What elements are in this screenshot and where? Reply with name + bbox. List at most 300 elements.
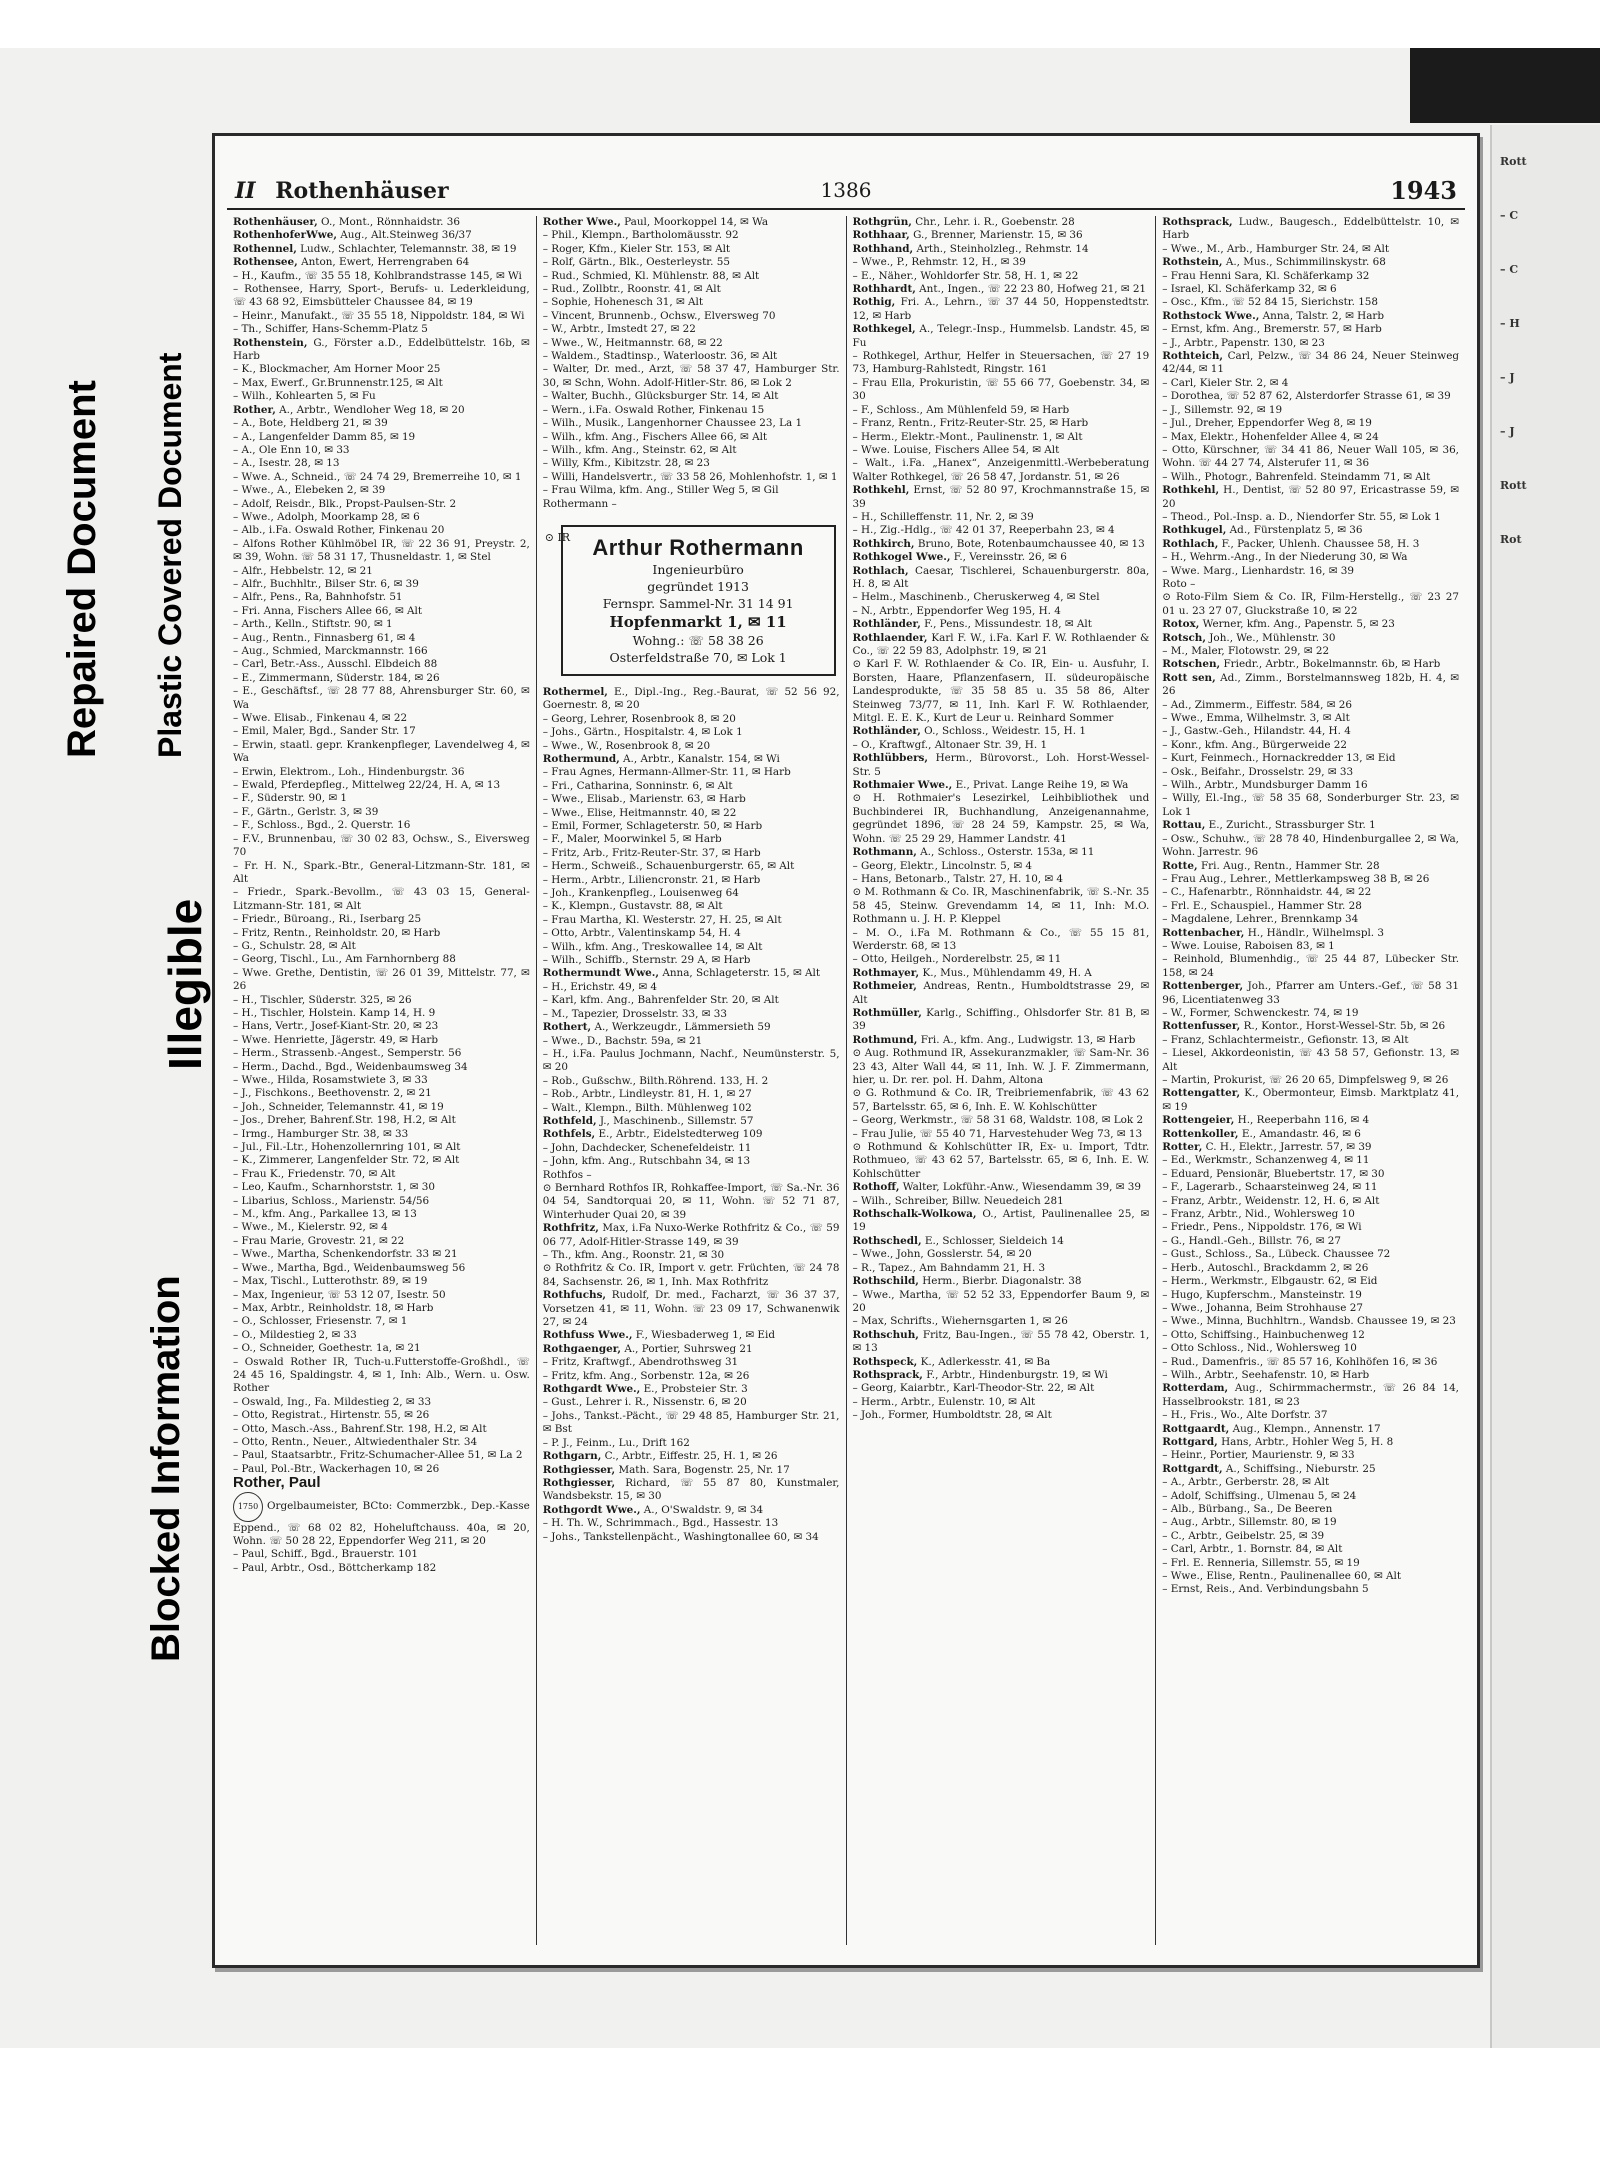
- directory-entry: – Willy, Kfm., Kibitzstr. 28, ✉ 23: [542, 457, 710, 470]
- directory-entry: – F., Schloss., Bgd., 2. Querstr. 16: [233, 819, 411, 832]
- directory-entry: Rothgardt Wwe., E., Probsteier Str. 3: [542, 1383, 748, 1396]
- directory-entry: Rothstein, A., Mus., Schimmilinskystr. 68: [1162, 256, 1386, 269]
- directory-entry: Rottgaardt, Aug., Klempn., Annenstr. 17: [1162, 1422, 1381, 1435]
- directory-entry: Rothoff, Walter, Lokführ.-Anw., Wiesendamm 39, ✉ 39: [852, 1181, 1141, 1194]
- directory-entry: – Wilh., Photogr., Bahrenfeld. Steindamm 71, ✉ Alt: [1162, 470, 1431, 483]
- directory-entry: – Jos., Dreher, Bahrenf.Str. 198, H.2, ✉ Alt: [233, 1114, 456, 1127]
- directory-entry: – Frau Henni Sara, Kl. Schäferkamp 32: [1162, 269, 1370, 282]
- directory-entry: Rottengeier, H., Reeperbahn 116, ✉ 4: [1162, 1114, 1370, 1127]
- directory-entry: Rothfels, E., Arbtr., Eidelstedterweg 109: [542, 1128, 763, 1141]
- directory-entry: – John, kfm. Ang., Rutschbahn 34, ✉ 13: [542, 1155, 751, 1168]
- directory-entry: Rothmüller, Karlg., Schiffing., Ohlsdorfer Str. 81 B, ✉ 39: [852, 1006, 1150, 1033]
- directory-entry: – E., Näher., Wohldorfer Str. 58, H. 1, ✉ 22: [852, 269, 1079, 282]
- directory-entry: – Leo, Kaufm., Scharnhorststr. 1, ✉ 30: [233, 1181, 435, 1194]
- directory-entry: – H., Kaufm., ☏ 35 55 18, Kohlbrandstrasse 145, ✉ Wi: [233, 269, 522, 282]
- directory-entry: – Osk., Beifahr., Drosselstr. 29, ✉ 33: [1162, 765, 1354, 778]
- column-2: [537, 216, 847, 1945]
- next-page-edge: [1490, 125, 1600, 2085]
- directory-entry: Rothhaar, G., Brenner, Marienstr. 15, ✉ 36: [852, 229, 1083, 242]
- rother-paul-details: Orgelbaumeister, BCto: Commerzbk., Dep.-Kasse Eppend., ☏ 68 02 82, Hoheluftchauss. 40a, ✉ 20, Wohn. ☏ 50 28 22, Eppendorfer Weg 211, ✉ 20: [233, 1499, 530, 1547]
- directory-entry: – Wwe., Martha, Schenkendorfstr. 33 ✉ 21: [233, 1248, 458, 1261]
- ad-address: Hopfenmarkt 1, ✉ 11: [609, 612, 787, 631]
- directory-entry: – Liesel, Akkordeonistin, ☏ 43 58 57, Gefionstr. 13, ✉ Alt: [1162, 1047, 1459, 1073]
- directory-entry: – Wwe., P., Rehmstr. 12, H., ✉ 39: [852, 256, 1026, 269]
- directory-entry: – Carl, Betr.-Ass., Ausschl. Elbdeich 88: [233, 658, 438, 671]
- next-page-fragment: – H: [1500, 317, 1520, 330]
- directory-entry: – Ernst, Reis., And. Verbindungsbahn 5: [1162, 1583, 1369, 1596]
- directory-entry: – Wilh., Kohlearten 5, ✉ Fu: [233, 390, 376, 403]
- directory-columns: [227, 216, 1465, 1945]
- directory-entry: – F.V., Brunnenbau, ☏ 30 02 83, Ochsw., S., Eiversweg 70: [233, 832, 530, 859]
- directory-entry: – Eduard, Pensionär, Bluebertstr. 17, ✉ 30: [1162, 1167, 1385, 1180]
- directory-entry: – A., Arbtr., Gerberstr. 28, ✉ Alt: [1162, 1476, 1330, 1489]
- directory-entry: – H., i.Fa. Paulus Jochmann, Nachf., Neumünsterstr. 5, ✉ 20: [542, 1047, 840, 1074]
- directory-entry: – Erwin, Elektrom., Loh., Hindenburgstr. 36: [233, 765, 465, 778]
- directory-entry: Rottgardt, A., Schiffsing., Nieburstr. 25: [1162, 1462, 1376, 1475]
- directory-entry: – Alb., i.Fa. Oswald Rother, Finkenau 20: [233, 524, 445, 537]
- directory-entry: – Alb., Bürbang., Sa., De Beeren: [1162, 1503, 1333, 1515]
- directory-entry: – Max, Ewerf., Gr.Brunnenstr.125, ✉ Alt: [233, 376, 443, 389]
- directory-entry: Rothensee, Anton, Ewert, Herrengraben 64: [233, 256, 470, 269]
- directory-entry: Rotterdam, Aug., Schirmmachermstr., ☏ 26 84 14, Hasselbrookstr. 181, ✉ 23: [1162, 1382, 1459, 1408]
- directory-entry: Rothlübbers, Herm., Bürovorst., Loh. Horst-Wessel-Str. 5: [852, 752, 1150, 778]
- directory-entry: – Aug., Schmied, Marckmannstr. 166: [233, 645, 428, 657]
- directory-entry: – Ed., Werkmstr., Schanzenweg 4, ✉ 11: [1162, 1154, 1370, 1167]
- directory-entry: ⊙ Bernhard Rothfos IR, Rohkaffee-Import, ☏ Sa.-Nr. 36 04 54, Sandtorquai 20, ✉ 11, Wohn. ☏ 52 71 87, Winterhuder Quai 20, ✉ 39: [542, 1181, 840, 1221]
- directory-entry: – K., Blockmacher, Am Horner Moor 25: [233, 363, 441, 376]
- directory-entry: Rothkehl, Ernst, ☏ 52 80 97, Krochmannstraße 15, ✉ 39: [852, 484, 1150, 510]
- directory-entry: – Wwe. Henriette, Jägerstr. 49, ✉ Harb: [233, 1033, 439, 1046]
- column-4: [1156, 216, 1465, 1945]
- directory-entry: – Johs., Tankst.-Pächt., ☏ 29 48 85, Hamburger Str. 21, ✉ Bst: [542, 1409, 840, 1436]
- directory-entry: – Paul, Pol.-Btr., Wackerhagen 10, ✉ 26: [233, 1462, 440, 1475]
- entry-rother-paul: [233, 1476, 530, 1491]
- directory-entry: – Wwe., M., Arb., Hamburger Str. 24, ✉ Alt: [1162, 242, 1390, 255]
- directory-entry: – Joh., Krankenpfleg., Louisenweg 64: [542, 887, 739, 900]
- volume-number: II: [235, 178, 256, 204]
- directory-entry: – H., Erichstr. 49, ✉ 4: [542, 980, 657, 993]
- directory-entry: – Georg, Kaiarbtr., Karl-Theodor-Str. 22, ✉ Alt: [852, 1382, 1095, 1395]
- directory-entry: – N., Arbtr., Eppendorfer Weg 195, H. 4: [852, 604, 1061, 617]
- directory-entry: – Emil, Maler, Bgd., Sander Str. 17: [233, 725, 416, 738]
- directory-entry: – Wwe., Johanna, Beim Strohhause 27: [1162, 1301, 1363, 1314]
- ad-line: Wohng.: ☏ 58 38 26: [632, 632, 764, 648]
- directory-entry: Roto –: [1162, 577, 1196, 590]
- directory-entry: – Frau K., Friedenstr. 70, ✉ Alt: [233, 1167, 396, 1180]
- directory-entry: – Wilh., kfm. Ang., Fischers Allee 66, ✉ Alt: [542, 430, 768, 443]
- directory-entry: Rothgiesser, Math. Sara, Bogenstr. 25, Nr. 17: [542, 1463, 790, 1476]
- directory-entry: – M. O., i.Fa M. Rothmann & Co., ☏ 55 15 81, Werderstr. 68, ✉ 13: [852, 926, 1150, 952]
- directory-entry: – Wwe. A., Schneid., ☏ 24 74 29, Bremerreihe 10, ✉ 1: [233, 470, 522, 483]
- directory-entry: – Walter, Buchh., Glücksburger Str. 14, ✉ Alt: [542, 390, 779, 403]
- section-title: Rothenhäuser: [275, 178, 449, 204]
- directory-entry: RothenhoferWwe, Aug., Alt.Steinweg 36/37: [233, 229, 472, 242]
- directory-entry: Rothschild, Herm., Bierbr. Diagonalstr. 38: [852, 1275, 1082, 1288]
- ad-line: Ingenieurbüro: [652, 561, 744, 577]
- directory-entry: – F., Gärtn., Gerlstr. 3, ✉ 39: [233, 805, 379, 818]
- rother-paul-badge: 1750: [233, 1492, 263, 1522]
- directory-entry: Rothländer, F., Pens., Missundestr. 18, ✉ Alt: [852, 618, 1092, 631]
- ad-line: gegründet 1913: [647, 578, 749, 594]
- directory-entry: Rothenstein, G., Förster a.D., Eddelbüttelstr. 16b, ✉ Harb: [233, 336, 530, 363]
- directory-entry: Rottenberger, Joh., Pfarrer am Unters.-Gef., ☏ 58 31 96, Licentiatenweg 33: [1162, 980, 1459, 1006]
- directory-entry: – Fritz, Kraftwgf., Abendrothsweg 31: [542, 1356, 739, 1369]
- directory-entry: – Carl, Arbtr., 1. Bornstr. 84, ✉ Alt: [1162, 1543, 1343, 1556]
- directory-entry: Rothermann –: [542, 497, 617, 510]
- directory-entry: Rottengatter, K., Obermonteur, Eimsb. Marktplatz 41, ✉ 19: [1162, 1087, 1459, 1113]
- directory-entry: – F., Maler, Moorwinkel 5, ✉ Harb: [542, 833, 722, 846]
- page-header: [215, 136, 1477, 205]
- directory-entry: – E., Geschäftsf., ☏ 28 77 88, Ahrensburger Str. 60, ✉ Wa: [233, 685, 530, 711]
- directory-entry: – Rud., Schmied, Kl. Mühlenstr. 88, ✉ Alt: [542, 269, 760, 282]
- directory-entry: – Wwe., Emma, Wilhelmstr. 3, ✉ Alt: [1162, 712, 1350, 725]
- directory-entry: – Wwe., Elisab., Marienstr. 63, ✉ Harb: [542, 793, 746, 806]
- directory-entry: Rothfeld, J., Maschinenb., Sillemstr. 57: [542, 1114, 754, 1127]
- ad-line: Osterfeldstraße 70, ✉ Lok 1: [609, 649, 787, 665]
- directory-entry: Rotter, C. H., Elektr., Jarrestr. 57, ✉ 39: [1162, 1141, 1372, 1154]
- directory-entry: – Friedr., Spark.-Bevollm., ☏ 43 03 15, General-Litzmann-Str. 181, ✉ Alt: [233, 886, 530, 912]
- directory-entry: – Frau Aug., Lehrer., Mettlerkampsweg 38 B, ✉ 26: [1162, 872, 1430, 885]
- directory-entry: Rothsprack, F., Arbtr., Hindenburgstr. 19, ✉ Wi: [852, 1368, 1108, 1381]
- directory-entry: – Oswald Rother IR, Tuch-u.Futterstoffe-Großhdl., ☏ 24 45 16, Spaldingstr. 4, ✉ 1, Inh: Alb., Wern. u. Osw. Rother: [233, 1355, 530, 1395]
- directory-entry: – Herm., Strassenb.-Angest., Semperstr. 56: [233, 1047, 462, 1060]
- directory-entry: Rothmund, Fri. A., kfm. Ang., Ludwigstr. 13, ✉ Harb: [852, 1033, 1136, 1046]
- directory-entry: – Adolf, Reisdr., Blk., Propst-Paulsen-Str. 2: [233, 497, 457, 510]
- directory-entry: – Arth., Kelln., Stiftstr. 90, ✉ 1: [233, 618, 393, 631]
- directory-entry: – W., Arbtr., Imstedt 27, ✉ 22: [542, 323, 696, 336]
- directory-entry: – Frau Wilma, kfm. Ang., Stiller Weg 5, ✉ Gil: [542, 484, 779, 497]
- directory-entry: – Jul., Dreher, Eppendorfer Weg 8, ✉ 19: [1162, 417, 1372, 430]
- directory-entry: ⊙ Rothfritz & Co. IR, Import v. getr. Früchten, ☏ 24 78 84, Sachsenstr. 26, ✉ 1, Inh. Max Rothfritz: [542, 1262, 840, 1288]
- directory-entry: – Otto, Masch.-Ass., Bahrenf.Str. 198, H.2, ✉ Alt: [233, 1422, 487, 1435]
- directory-entry: Rotox, Werner, kfm. Ang., Papenstr. 5, ✉ 23: [1162, 618, 1395, 631]
- directory-entry: Rothkirch, Bruno, Bote, Rotenbaumchaussee 40, ✉ 13: [852, 537, 1145, 550]
- directory-entry: – Wwe., M., Kielerstr. 92, ✉ 4: [233, 1221, 388, 1234]
- directory-entry: Rothert, A., Werkzeugdr., Lämmersieth 59: [542, 1021, 771, 1034]
- directory-entry: ⊙ G. Rothmund & Co. IR, Treibriemenfabrik, ☏ 43 62 57, Bartelsstr. 65, ✉ 6, Inh. E. W. Kohlschütter: [852, 1087, 1150, 1113]
- scan-black-block: [1410, 48, 1600, 123]
- directory-entry: – O., Schneider, Goethestr. 1a, ✉ 21: [233, 1342, 421, 1355]
- directory-entry: – C., Arbtr., Geibelstr. 25, ✉ 39: [1162, 1529, 1325, 1542]
- directory-entry: – Th., Schiffer, Hans-Schemm-Platz 5: [233, 323, 428, 336]
- scan-bottom-margin: [0, 2048, 1600, 2177]
- directory-entry: – H., Schilleffenstr. 11, Nr. 2, ✉ 39: [852, 510, 1034, 523]
- directory-entry: – Franz, Arbtr., Weidenstr. 12, H. 6, ✉ Alt: [1162, 1194, 1380, 1207]
- directory-entry: – H. Th. W., Schrimmach., Bgd., Hassestr. 13: [542, 1517, 779, 1530]
- directory-entry: Rothkegel, A., Telegr.-Insp., Hummelsb. Landstr. 45, ✉ Fu: [852, 323, 1150, 349]
- directory-entry: – Sophie, Hohenesch 31, ✉ Alt: [542, 296, 704, 309]
- directory-entry: Rothig, Fri. A., Lehrn., ☏ 37 44 50, Hoppenstedtstr. 12, ✉ Harb: [852, 296, 1150, 322]
- directory-entry: – Frau Martha, Kl. Westerstr. 27, H. 25, ✉ Alt: [542, 913, 782, 926]
- directory-entry: – Wwe., Elise, Heitmannstr. 40, ✉ 22: [542, 806, 737, 819]
- directory-entry: – A., Ole Enn 10, ✉ 33: [233, 443, 350, 456]
- column-1: [227, 216, 537, 1945]
- ad-marker: ⊙ IR: [544, 530, 571, 544]
- directory-entry: – Rob., Arbtr., Lindleystr. 81, H. 1, ✉ 27: [542, 1088, 752, 1101]
- directory-entry: – H., Wehrm.-Ang., In der Niederung 30, ✉ Wa: [1162, 551, 1408, 564]
- directory-entry: – J., Gastw.-Geh., Hilandstr. 44, H. 4: [1162, 725, 1351, 738]
- directory-entry: – Waldem., Stadtinsp., Waterloostr. 36, ✉ Alt: [542, 350, 778, 363]
- directory-entry: – O., Schlosser, Friesenstr. 7, ✉ 1: [233, 1315, 408, 1328]
- directory-entry: – Hans, Vertr., Josef-Kiant-Str. 20, ✉ 23: [233, 1020, 439, 1033]
- next-page-fragment: Rot: [1500, 533, 1522, 546]
- directory-entry: Rothkugel, Ad., Fürstenplatz 5, ✉ 36: [1162, 524, 1363, 537]
- directory-entry: – J., Arbtr., Papenstr. 130, ✉ 23: [1162, 336, 1325, 349]
- ad-company-name: Arthur Rothermann: [592, 534, 804, 560]
- directory-entry: – F., Schloss., Am Mühlenfeld 59, ✉ Harb: [852, 403, 1070, 416]
- directory-entry: – Paul, Schiff., Bgd., Brauerstr. 101: [233, 1548, 418, 1561]
- directory-entry: – M., kfm. Ang., Parkallee 13, ✉ 13: [233, 1208, 417, 1221]
- directory-entry: – Fri. Anna, Fischers Allee 66, ✉ Alt: [233, 604, 423, 617]
- directory-entry: – Aug., Rentn., Finnasberg 61, ✉ 4: [233, 631, 416, 644]
- rother-paul-name: Rother, Paul: [233, 1474, 321, 1492]
- directory-entry: – Roger, Kfm., Kieler Str. 153, ✉ Alt: [542, 242, 731, 255]
- directory-entry: – Frau Agnes, Hermann-Allmer-Str. 11, ✉ Harb: [542, 766, 791, 779]
- directory-entry: – Israel, Kl. Schäferkamp 32, ✉ 6: [1162, 283, 1337, 296]
- directory-entry: ⊙ H. Rothmaier's Lesezirkel, Leihbibliothek und Buchbinderei IR, Buchhandlung, Anzeigenannahme, gegründet 1896, ☏ 28 24 59, Kampstr. 25, ✉ Wa, Wohn. ☏ 25 29 29, Hammer Landstr. 41: [852, 792, 1150, 845]
- next-page-fragment: – J: [1500, 425, 1515, 438]
- directory-entry: – Phil., Klempn., Bartholomäusstr. 92: [542, 229, 739, 242]
- directory-entry: – Paul, Staatsarbtr., Fritz-Schumacher-Allee 51, ✉ La 2: [233, 1449, 523, 1462]
- directory-entry: – Helm., Maschinenb., Cheruskerweg 4, ✉ Stel: [852, 591, 1100, 604]
- directory-entry: – Frl. E. Renneria, Sillemstr. 55, ✉ 19: [1162, 1556, 1360, 1569]
- directory-entry: – Oswald, Ing., Fa. Mildestieg 2, ✉ 33: [233, 1395, 432, 1408]
- directory-entry: – Franz, Schlachtermeistr., Gefionstr. 13, ✉ Alt: [1162, 1033, 1409, 1046]
- directory-entry: – Wwe., Minna, Buchhltrn., Wandsb. Chaussee 19, ✉ 23: [1162, 1315, 1456, 1328]
- directory-entry: Rottenkoller, E., Amandastr. 46, ✉ 6: [1162, 1127, 1361, 1140]
- next-page-fragment: Rott: [1500, 479, 1527, 492]
- directory-entry: – Gust., Lehrer i. R., Nissenstr. 6, ✉ 20: [542, 1396, 747, 1409]
- directory-entry: ⊙ Rothmund & Kohlschütter IR, Ex- u. Import, Tdtr. Rothmueo, ☏ 43 62 57, Bartelsstr. 65, ✉ 6, Inh. E. W. Kohlschütter: [852, 1141, 1150, 1180]
- directory-entry: – K., Zimmerer, Langenfelder Str. 72, ✉ Alt: [233, 1154, 460, 1167]
- header-rule: [227, 208, 1465, 210]
- directory-entry: – Fritz, Rentn., Reinholdstr. 20, ✉ Harb: [233, 926, 441, 939]
- directory-entry: – Hugo, Kupferschm., Mansteinstr. 19: [1162, 1288, 1362, 1301]
- label-blocked-information: Blocked Information: [144, 1275, 188, 1662]
- directory-entry: Rothermund, A., Arbtr., Kanalstr. 154, ✉ Wi: [542, 752, 780, 765]
- directory-entry: Rothfuss Wwe., F., Wiesbaderweg 1, ✉ Eid: [542, 1329, 775, 1342]
- directory-entry: – Georg, Lehrer, Rosenbrook 8, ✉ 20: [542, 712, 736, 725]
- directory-entry: – Ewald, Pferdepfleg., Mittelweg 22/24, H. A, ✉ 13: [233, 779, 501, 792]
- directory-entry: Rothgordt Wwe., A., O'Swaldstr. 9, ✉ 34: [542, 1503, 764, 1516]
- directory-entry: – Gust., Schloss., Sa., Lübeck. Chaussee 72: [1162, 1248, 1391, 1261]
- directory-entry: – Frl. E., Schauspiel., Hammer Str. 28: [1162, 899, 1362, 912]
- directory-entry: Rothstock Wwe., Anna, Talstr. 2, ✉ Harb: [1162, 309, 1385, 322]
- directory-entry: – Wwe. Grethe, Dentistin, ☏ 26 01 39, Mittelstr. 77, ✉ 26: [233, 966, 530, 993]
- directory-entry: Rothgrün, Chr., Lehr. i. R., Goebenstr. 28: [852, 216, 1075, 228]
- directory-entry: Rothhardt, Ant., Ingen., ☏ 22 23 80, Hofweg 21, ✉ 21: [852, 283, 1147, 296]
- directory-entry: Rothermel, E., Dipl.-Ing., Reg.-Baurat, ☏ 52 56 92, Goernestr. 8, ✉ 20: [542, 685, 840, 712]
- directory-entry: [233, 1492, 530, 1549]
- directory-entry: Rothmann, A., Schloss., Osterstr. 153a, ✉ 11: [852, 846, 1095, 859]
- directory-entry: – Paul, Arbtr., Osd., Böttcherkamp 182: [233, 1561, 437, 1574]
- directory-entry: – Jul., Fil.-Ltr., Hohenzollernring 101, ✉ Alt: [233, 1141, 461, 1154]
- directory-entry: – Frau Marie, Grovestr. 21, ✉ 22: [233, 1234, 405, 1247]
- directory-entry: – Otto, Kürschner, ☏ 34 41 86, Neuer Wall 105, ✉ 36, Wohn. ☏ 44 27 74, Alsterufer 11, ✉ 36: [1162, 443, 1459, 470]
- directory-entry: – Theod., Pol.-Insp. a. D., Niendorfer Str. 55, ✉ Lok 1: [1162, 510, 1441, 523]
- directory-entry: – Otto, Arbtr., Valentinskamp 54, H. 4: [542, 927, 741, 940]
- directory-entry: – W., Former, Schwenckestr. 74, ✉ 19: [1162, 1006, 1359, 1019]
- directory-entry: – Otto, Schiffsing., Hainbuchenweg 12: [1162, 1328, 1365, 1341]
- directory-entry: – Dorothea, ☏ 52 87 62, Alsterdorfer Strasse 61, ✉ 39: [1162, 390, 1451, 403]
- directory-entry: – Hans, Betonarb., Talstr. 27, H. 10, ✉ 4: [852, 872, 1064, 885]
- next-page-fragment: – J: [1500, 371, 1515, 384]
- directory-entry: – Fr. H. N., Spark.-Btr., General-Litzmann-Str. 181, ✉ Alt: [233, 859, 530, 885]
- directory-entry: Rothennel, Ludw., Schlachter, Telemannstr. 38, ✉ 19: [233, 242, 517, 255]
- scan-top-margin: [0, 0, 1600, 48]
- directory-entry: – Wwe. Louise, Raboisen 83, ✉ 1: [1162, 939, 1335, 952]
- directory-entry: – Alfr., Pens., Ra, Bahnhofstr. 51: [233, 591, 403, 604]
- directory-entry: Rotsch, Joh., We., Mühlenstr. 30: [1162, 631, 1336, 644]
- directory-entry: Rothhand, Arth., Steinholzleg., Rehmstr. 14: [852, 242, 1089, 255]
- directory-entry: – R., Tapez., Am Bahndamm 21, H. 3: [852, 1261, 1046, 1274]
- directory-entry: Rothermundt Wwe., Anna, Schlageterstr. 15, ✉ Alt: [542, 967, 821, 980]
- directory-entry: – Alfr., Hebbelstr. 12, ✉ 21: [233, 564, 373, 577]
- directory-entry: – Joh., Former, Humboldtstr. 28, ✉ Alt: [852, 1409, 1052, 1422]
- next-page-fragment: Rott: [1500, 155, 1527, 168]
- directory-entry: ⊙ Karl F. W. Rothlaender & Co. IR, Ein- u. Ausfuhr, I. Borsten, Haare, Pflanzenfasern, II. südeuropäische Landesprodukte, ☏ 35 58 85 u. 35 58 86, Alter Steinweg 73/77, ✉ 11, Inh. Karl F. W. Rothlaender, Mitgl. E. E. K., Kurt de Leur u. Reinhard Sommer: [852, 658, 1150, 725]
- directory-entry: – Wwe., Hilda, Rosamstwiete 3, ✉ 33: [233, 1074, 428, 1086]
- directory-entry: – Wwe., John, Gosslerstr. 54, ✉ 20: [852, 1248, 1032, 1261]
- directory-entry: Rothmeier, Andreas, Rentn., Humboldtstrasse 29, ✉ Alt: [852, 980, 1150, 1006]
- directory-entry: – Wwe., D., Bachstr. 59a, ✉ 21: [542, 1034, 703, 1047]
- directory-entry: – Wern., i.Fa. Oswald Rother, Finkenau 15: [542, 403, 765, 416]
- directory-entry: – Herb., Autoschl., Brackdamm 2, ✉ 26: [1162, 1261, 1369, 1274]
- directory-entry: – Emil, Former, Schlageterstr. 50, ✉ Harb: [542, 820, 763, 832]
- directory-entry: – Alfons Rother Kühlmöbel IR, ☏ 22 36 91, Preystr. 2, ✉ 39, Wohn. ☏ 58 31 17, Thusneldastr. 1, ✉ Stel: [233, 537, 530, 564]
- directory-entry: – John, Dachdecker, Schenefeldeistr. 11: [542, 1141, 752, 1154]
- directory-entry: – Johs., Tankstellenpächt., Washingtonallee 60, ✉ 34: [542, 1530, 819, 1543]
- directory-entry: Rottenfusser, R., Kontor., Horst-Wessel-Str. 5b, ✉ 26: [1162, 1020, 1446, 1033]
- directory-entry: – H., Tischler, Holstein. Kamp 14, H. 9: [233, 1006, 436, 1019]
- directory-entry: – Herm., Arbtr., Eulenstr. 10, ✉ Alt: [852, 1395, 1036, 1408]
- directory-entry: – Wilh., Schreiber, Billw. Neuedeich 281: [852, 1194, 1064, 1207]
- directory-entry: – Wwe., W., Heitmannstr. 68, ✉ 22: [542, 336, 723, 349]
- directory-entry: Rothmaier Wwe., E., Privat. Lange Reihe 19, ✉ Wa: [852, 779, 1129, 792]
- directory-entry: – Georg, Elektr., Lincolnstr. 5, ✉ 4: [852, 859, 1032, 872]
- directory-entry: – Kurt, Feinmech., Hornackredder 13, ✉ Eid: [1162, 752, 1396, 765]
- directory-entry: – Herm., Arbtr., Liliencronstr. 21, ✉ Harb: [542, 873, 761, 886]
- advertisement-box: [561, 525, 836, 676]
- directory-entry: – Ernst, kfm. Ang., Bremerstr. 57, ✉ Harb: [1162, 323, 1382, 336]
- directory-entry: Rott sen, Ad., Zimm., Borstelmannsweg 182b, H. 4, ✉ 26: [1162, 671, 1459, 698]
- label-plastic-covered-document: Plastic Covered Document: [152, 352, 188, 758]
- directory-entry: – Georg, Werkmstr., ☏ 58 31 68, Waldstr. 108, ✉ Lok 2: [852, 1114, 1144, 1127]
- directory-entry: – Magdalene, Lehrer., Brennkamp 34: [1162, 913, 1359, 926]
- directory-entry: Rottau, E., Zuricht., Strassburger Str. 1: [1162, 819, 1376, 832]
- directory-entry: Rothfritz, Max, i.Fa Nuxo-Werke Rothfritz & Co., ☏ 59 06 77, Adolf-Hitler-Strasse 149, ✉ 39: [542, 1222, 840, 1248]
- directory-entry: – Joh., Schneider, Telemannstr. 41, ✉ 19: [233, 1100, 444, 1113]
- directory-entry: – E., Zimmermann, Süderstr. 184, ✉ 26: [233, 671, 440, 684]
- directory-entry: – Walt., Klempn., Bilth. Mühlenweg 102: [542, 1101, 752, 1114]
- directory-entry: – Th., kfm. Ang., Roonstr. 21, ✉ 30: [542, 1249, 725, 1261]
- directory-entry: – M., Maler, Flotowstr. 29, ✉ 22: [1162, 645, 1330, 657]
- directory-entry: Rothfuchs, Rudolf, Dr. med., Facharzt, ☏ 36 37 37, Vorsetzen 41, ✉ 11, Wohn. ☏ 23 09 17, Schwanenwik 27, ✉ 24: [542, 1289, 840, 1329]
- directory-entry: ⊙ M. Rothmann & Co. IR, Maschinenfabrik, ☏ S.-Nr. 35 58 45, Steinw. Grevendamm 14, ✉ 11, Inh: M.O. Rothmann u. J. H. P. Kleppel: [852, 886, 1150, 926]
- directory-entry: – Ad., Zimmerm., Eiffestr. 584, ✉ 26: [1162, 698, 1352, 711]
- directory-entry: – Reinhold, Blumenhdig., ☏ 25 44 87, Lübecker Str. 158, ✉ 24: [1162, 953, 1459, 979]
- directory-entry: – Wwe., W., Rosenbrook 8, ✉ 20: [542, 739, 711, 752]
- directory-entry: – Herm., Elektr.-Mont., Paulinenstr. 1, ✉ Alt: [852, 430, 1083, 443]
- directory-entry: – Otto, Registrat., Hirtenstr. 55, ✉ 26: [233, 1409, 430, 1422]
- directory-entry: Rottgard, Hans, Arbtr., Hohler Weg 5, H. 8: [1162, 1435, 1394, 1448]
- directory-entry: Rothfos –: [542, 1168, 592, 1181]
- directory-entry: – A., Isestr. 28, ✉ 13: [233, 457, 340, 470]
- directory-entry: – K., Klempn., Gustavstr. 88, ✉ Alt: [542, 900, 723, 913]
- directory-entry: Rothgaenger, A., Portier, Suhrsweg 21: [542, 1342, 753, 1355]
- directory-entry: – Aug., Arbtr., Sillemstr. 80, ✉ 19: [1162, 1516, 1337, 1529]
- directory-entry: – P. J., Feinm., Lu., Drift 162: [542, 1436, 690, 1449]
- directory-entry: – Osw., Schuhw., ☏ 28 78 40, Hindenburgallee 2, ✉ Wa, Wohn. Jarrestr. 96: [1162, 832, 1459, 859]
- directory-entry: – J., Sillemstr. 92, ✉ 19: [1162, 403, 1283, 416]
- directory-entry: – Max, Arbtr., Reinholdstr. 18, ✉ Harb: [233, 1301, 434, 1314]
- directory-entry: – F., Süderstr. 90, ✉ 1: [233, 792, 347, 805]
- directory-entry: – Walter, Dr. med., Arzt, ☏ 58 37 47, Hamburger Str. 30, ✉ Schn, Wohn. Adolf-Hitler-Str. 86, ✉ Lok 2: [542, 363, 840, 389]
- directory-entry: – Walt., i.Fa. „Hanex“, Anzeigenmittl.-Werbeberatung Walter Rothkegel, ☏ 26 58 47, Jordanstr. 51, ✉ 26: [852, 457, 1150, 483]
- directory-entry: – Wwe., Adolph, Moorkamp 28, ✉ 6: [233, 510, 420, 523]
- directory-entry: – Alfr., Buchhltr., Bilser Str. 6, ✉ 39: [233, 577, 419, 590]
- directory-entry: – Franz, Arbtr., Nid., Wohlersweg 10: [1162, 1208, 1355, 1221]
- directory-entry: – G., Handl.-Geh., Billstr. 76, ✉ 27: [1162, 1234, 1341, 1247]
- directory-entry: – Frau Ella, Prokuristin, ☏ 55 66 77, Goebenstr. 34, ✉ 30: [852, 376, 1150, 403]
- directory-entry: ⊙ Aug. Rothmund IR, Assekuranzmakler, ☏ Sam-Nr. 36 23 43, Alter Wall 44, ✉ 11, Inh. W. J. F. Zimmermann, hier, u. Dr. rer. pol. H. Dahm, Altona: [852, 1047, 1150, 1086]
- directory-entry: – Herm., Werkmstr., Elbgaustr. 62, ✉ Eid: [1162, 1275, 1378, 1288]
- directory-entry: – Max, Ingenieur, ☏ 53 12 07, Isestr. 50: [233, 1288, 446, 1301]
- directory-entry: – Frau Julie, ☏ 55 40 71, Harvestehuder Weg 73, ✉ 13: [852, 1127, 1143, 1140]
- directory-entry: – Max, Elektr., Hohenfelder Allee 4, ✉ 24: [1162, 430, 1379, 443]
- directory-entry: – Willy, El.-Ing., ☏ 58 35 68, Sonderburger Str. 23, ✉ Lok 1: [1162, 792, 1459, 818]
- directory-entry: Rotte, Fri. Aug., Rentn., Hammer Str. 28: [1162, 859, 1380, 872]
- directory-entry: – Franz, Rentn., Fritz-Reuter-Str. 25, ✉ Harb: [852, 417, 1089, 430]
- next-page-fragment: – C: [1500, 209, 1519, 222]
- column-3: [847, 216, 1157, 1945]
- directory-entry: – Herm., Dachd., Bgd., Weidenbaumsweg 34: [233, 1060, 468, 1073]
- directory-entry: – Vincent, Brunnenb., Ochsw., Elversweg 70: [542, 309, 776, 322]
- directory-entry: Rothenhäuser, O., Mont., Rönnhaidstr. 36: [233, 216, 461, 228]
- directory-entry: – H., Zig.-Hdlg., ☏ 42 01 37, Reeperbahn 23, ✉ 4: [852, 524, 1115, 537]
- directory-entry: – Heinr., Manufakt., ☏ 35 55 18, Nippoldstr. 184, ✉ Wi: [233, 309, 525, 322]
- directory-entry: – Wwe., Elise, Rentn., Paulinenallee 60, ✉ Alt: [1162, 1570, 1402, 1583]
- directory-entry: Rothkogel Wwe., F., Vereinsstr. 26, ✉ 6: [852, 551, 1067, 564]
- directory-entry: – Rothensee, Harry, Sport-, Berufs- u. Lederkleidung, ☏ 43 68 92, Eimsbütteler Chaussee 84, ✉ 19: [233, 283, 530, 309]
- directory-entry: Rothschuh, Fritz, Bau-Ingen., ☏ 55 78 42, Oberstr. 1, ✉ 13: [852, 1328, 1150, 1355]
- directory-entry: – Irmg., Hamburger Str. 38, ✉ 33: [233, 1127, 409, 1140]
- directory-entry: Rottenbacher, H., Händlr., Wilhelmspl. 3: [1162, 926, 1385, 939]
- directory-entry: – Otto Schloss., Nid., Wohlersweg 10: [1162, 1342, 1357, 1355]
- directory-entry: – Max, Tischl., Lutterothstr. 89, ✉ 19: [233, 1275, 428, 1288]
- directory-entry: Rotschen, Friedr., Arbtr., Bokelmannstr. 6b, ✉ Harb: [1162, 658, 1441, 671]
- next-page-fragment: – C: [1500, 263, 1519, 276]
- directory-entry: – Carl, Kieler Str. 2, ✉ 4: [1162, 376, 1289, 389]
- label-repaired-document: Repaired Document: [60, 380, 104, 758]
- directory-entry: Rother, A., Arbtr., Wendloher Weg 18, ✉ 20: [233, 403, 465, 416]
- year: 1943: [1390, 176, 1457, 205]
- directory-entry: – Heinr., Portier, Maurienstr. 9, ✉ 33: [1162, 1449, 1355, 1462]
- directory-entry: – Karl, kfm. Ang., Bahrenfelder Str. 20, ✉ Alt: [542, 994, 779, 1007]
- directory-entry: – Johs., Gärtn., Hospitalstr. 4, ✉ Lok 1: [542, 726, 743, 739]
- directory-entry: – Wwe., A., Elebeken 2, ✉ 39: [233, 484, 386, 497]
- directory-entry: – A., Bote, Heldberg 21, ✉ 39: [233, 417, 388, 430]
- directory-entry: – G., Schulstr. 28, ✉ Alt: [233, 939, 356, 952]
- directory-entry: Rothlach, Caesar, Tischlerei, Schauenburgerstr. 80a, H. 8, ✉ Alt: [852, 564, 1150, 590]
- directory-entry: – Martin, Prokurist, ☏ 26 20 65, Dimpfelsweg 9, ✉ 26: [1162, 1074, 1449, 1086]
- directory-entry: Rother Wwe., Paul, Moorkoppel 14, ✉ Wa: [542, 216, 769, 228]
- directory-entry: – Georg, Tischl., Lu., Am Farnhornberg 88: [233, 953, 456, 966]
- directory-entry: – Otto, Heilgeh., Norderelbstr. 25, ✉ 11: [852, 953, 1062, 966]
- directory-entry: Rothschedl, E., Schlosser, Sieldeich 14: [852, 1234, 1064, 1247]
- directory-entry: – Otto, Rentn., Neuer., Altwiedenthaler Str. 34: [233, 1435, 478, 1448]
- directory-entry: – Rothkegel, Arthur, Helfer in Steuersachen, ☏ 27 19 73, Hamburg-Rahlstedt, Ringstr. 161: [852, 350, 1150, 376]
